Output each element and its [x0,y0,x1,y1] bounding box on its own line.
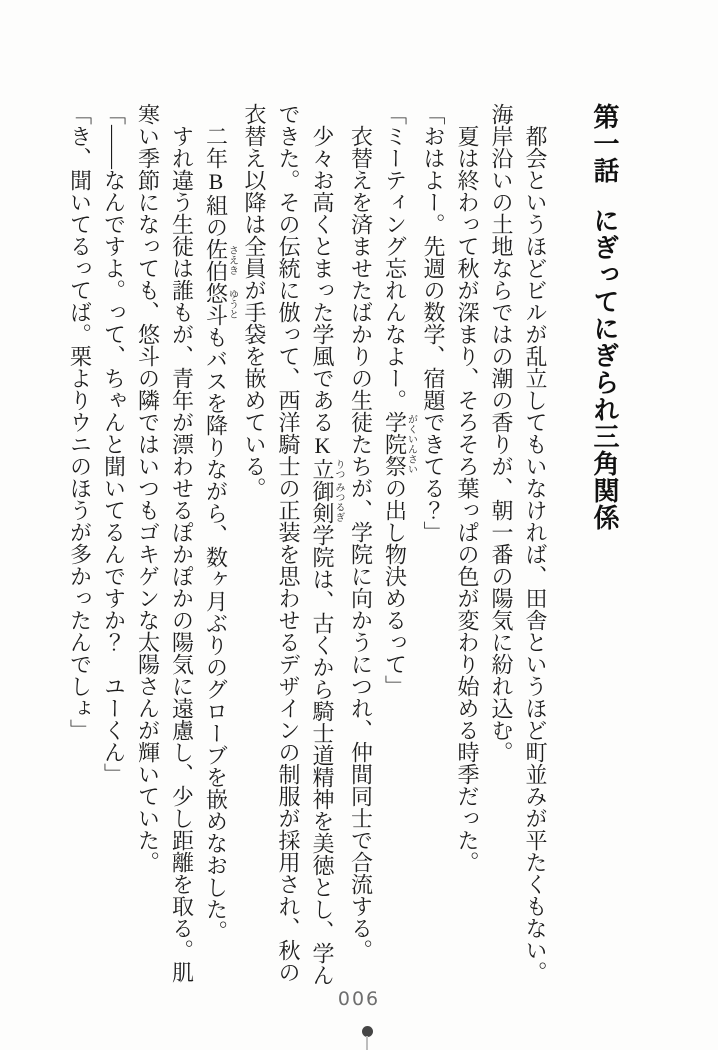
body-text [63,103,553,986]
text-line: 海岸沿いの土地ならではの潮の香りが、朝一番の陽気に紛れ込む。 [489,103,514,763]
text-line: すれ違う生徒は誰もが、青年が漂わせるぽかぽかの陽気に遠慮し、少し距離を取る。肌 [169,125,195,983]
text-line: 「き、聞いてるってば。栗よりウニのほうが多かったんでしょ」 [67,103,93,741]
pin-line-decoration [366,1036,368,1050]
text-line: 「――なんですよ。って、ちゃんと聞いてるんですか？ ユーくん」 [101,103,127,785]
text-line: 寒い季節になっても、悠斗の隣ではいつもゴキゲンな太陽さんが輝いていた。 [135,103,161,873]
text-line: 「おはよー。先週の数学、宿題できてる？」 [421,103,446,543]
text-block [63,103,627,986]
text-line: 夏は終わって秋が深まり、そろそろ葉っぱの色が変わり始める時季だった。 [455,125,480,873]
page-number: 006 [337,988,381,1010]
text-line: 都会というほどビルが乱立してもいなければ、田舎というほど町並みが平たくもない。 [523,125,548,983]
text-line: 少々お高くとまった学風であるK立りつ御剣みつるぎ学院は、古くから騎士道精神を美徳とし、学ん [310,125,344,986]
chapter-title [582,103,626,983]
chapter-number: 第一話 [590,103,619,184]
text-line: できた。その伝統に倣って、西洋騎士の正装を思わせるデザインの制服が採用され、秋の [276,103,301,983]
text-line: 「ミーティング忘れんなよー。学院祭がくいんさいの出し物決めるって」 [382,103,417,697]
text-line: 二年B組の佐伯さえき悠斗ゆうともバスを降りながら、数ヶ月ぶりのグローブを嵌めなおした。 [203,125,238,942]
text-line: 衣替え以降は全員が手袋を嵌めている。 [242,103,267,499]
text-line: 衣替えを済ませたばかりの生徒たちが、学院に向かうにつれ、仲間同士で合流する。 [348,125,374,961]
chapter-name: にぎってにぎられ三角関係 [590,207,619,532]
